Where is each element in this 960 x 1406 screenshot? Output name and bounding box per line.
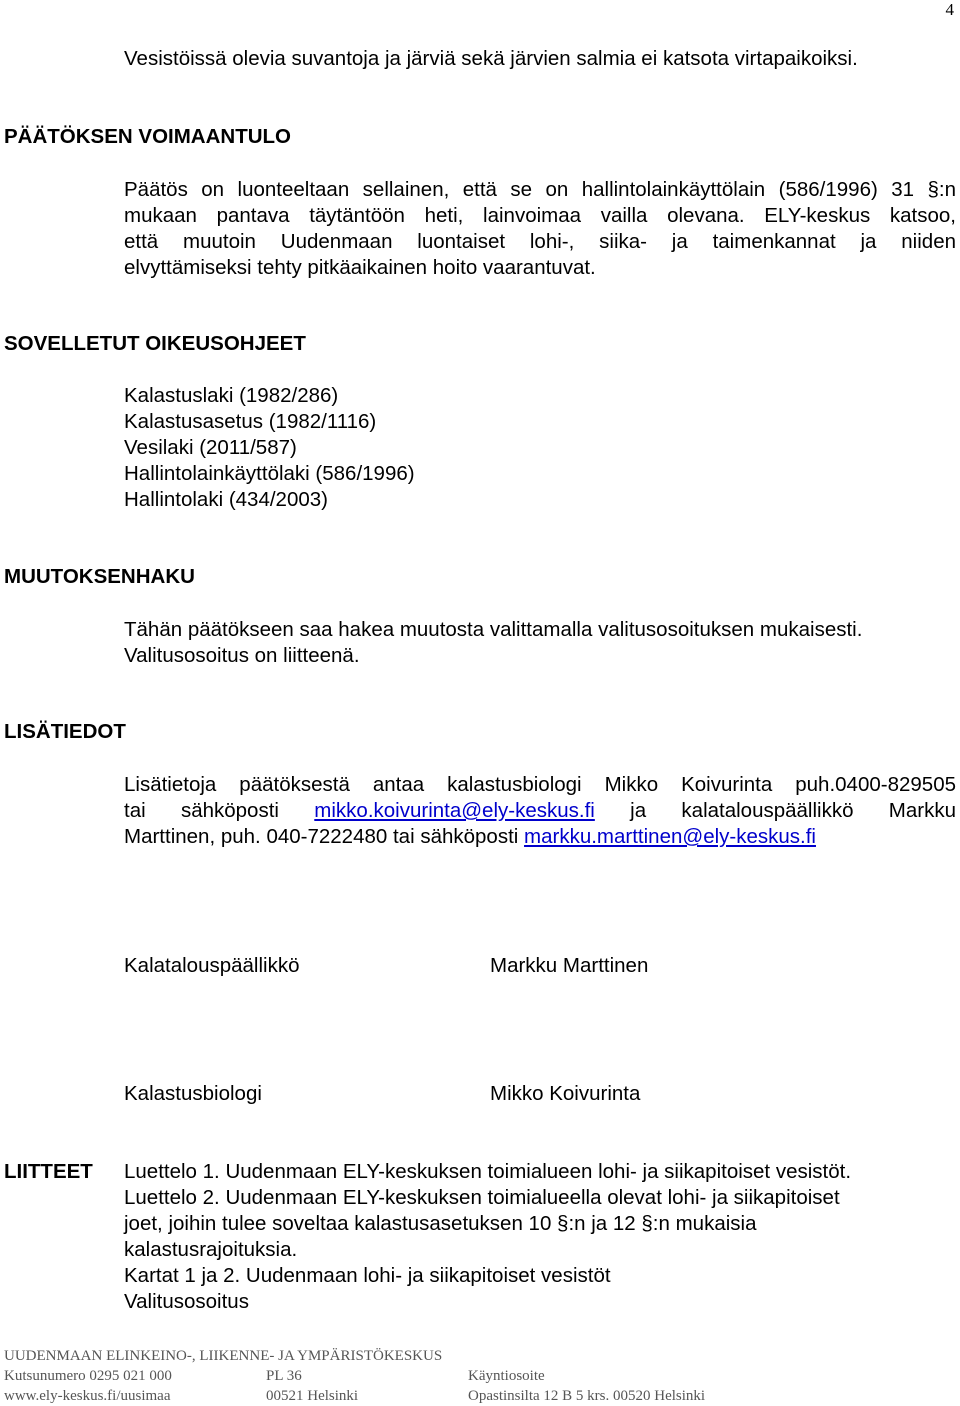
footer-visit-label: Käyntiosoite bbox=[468, 1368, 545, 1384]
footer-visit-address: Opastinsilta 12 B 5 krs. 00520 Helsinki bbox=[468, 1388, 706, 1404]
lisatiedot-paragraph bbox=[124, 772, 956, 850]
line-text: Marttinen, puh. 040-7222480 tai sähköposti bbox=[124, 825, 519, 848]
attachment-item: kalastusrajoituksia. bbox=[124, 1238, 298, 1261]
signature-name: Mikko Koivurinta bbox=[490, 1082, 641, 1105]
paragraph-line: elvyttämiseksi tehty pitkäaikainen hoito vaarantuvat. bbox=[124, 256, 596, 279]
law-item: Kalastuslaki (1982/286) bbox=[124, 384, 339, 407]
section-heading-oikeusohjeet: SOVELLETUT OIKEUSOHJEET bbox=[4, 332, 306, 355]
line-text: ja kalatalouspäällikkö Markku bbox=[630, 799, 956, 822]
footer-org: UUDENMAAN ELINKEINO-, LIIKENNE- JA YMPÄRISTÖKESKUS bbox=[4, 1348, 443, 1364]
paragraph-line bbox=[124, 798, 956, 824]
email-link-koivurinta[interactable]: mikko.koivurinta@ely-keskus.fi bbox=[314, 799, 595, 822]
footer-postal-column bbox=[266, 1366, 358, 1406]
attachments-list bbox=[124, 1159, 956, 1315]
page-number: 4 bbox=[945, 0, 954, 19]
attachment-item: Valitusosoitus bbox=[124, 1290, 249, 1313]
footer-phone: Kutsunumero 0295 021 000 bbox=[4, 1368, 172, 1384]
footer-po-box: PL 36 bbox=[266, 1368, 302, 1384]
paragraph-line: Päätös on luonteeltaan sellainen, että se on hallintolainkäyttölain (586/1996) 31 §:n bbox=[124, 178, 956, 201]
paragraph-line: että muutoin Uudenmaan luontaiset lohi-, siika- ja taimenkannat ja niiden bbox=[124, 230, 956, 253]
attachment-item: Luettelo 1. Uudenmaan ELY-keskuksen toimialueen lohi- ja siikapitoiset vesistöt. bbox=[124, 1160, 852, 1183]
signature-title: Kalatalouspäällikkö bbox=[124, 954, 300, 977]
law-item: Vesilaki (2011/587) bbox=[124, 436, 297, 459]
muutoksenhaku-paragraph bbox=[124, 617, 956, 669]
footer-website: www.ely-keskus.fi/uusimaa bbox=[4, 1388, 171, 1404]
section-heading-lisatiedot: LISÄTIEDOT bbox=[4, 720, 126, 743]
paragraph-line bbox=[124, 824, 956, 850]
law-item: Hallintolaki (434/2003) bbox=[124, 488, 328, 511]
footer-contact-column bbox=[4, 1366, 172, 1406]
paragraph-line: mukaan pantava täytäntöön heti, lainvoimaa vailla olevana. ELY-keskus katsoo, bbox=[124, 204, 956, 227]
line-text: tai sähköposti bbox=[124, 799, 279, 822]
paragraph-line: Lisätietoja päätöksestä antaa kalastusbiologi Mikko Koivurinta puh.0400-829505 bbox=[124, 773, 956, 796]
paragraph-line: Valitusosoitus on liitteenä. bbox=[124, 644, 360, 667]
law-list bbox=[124, 383, 956, 513]
attachment-item: joet, joihin tulee soveltaa kalastusasetuksen 10 §:n ja 12 §:n mukaisia bbox=[124, 1212, 757, 1235]
footer-postal-code: 00521 Helsinki bbox=[266, 1388, 359, 1404]
signature-name: Markku Marttinen bbox=[490, 954, 649, 977]
email-link-marttinen[interactable]: markku.marttinen@ely-keskus.fi bbox=[524, 825, 816, 848]
footer-visit-column bbox=[468, 1366, 705, 1406]
law-item: Kalastusasetus (1982/1116) bbox=[124, 410, 377, 433]
law-item: Hallintolainkäyttölaki (586/1996) bbox=[124, 462, 415, 485]
section-heading-voimaantulo: PÄÄTÖKSEN VOIMAANTULO bbox=[4, 125, 291, 148]
voimaantulo-paragraph bbox=[124, 177, 956, 281]
section-heading-muutoksenhaku: MUUTOKSENHAKU bbox=[4, 565, 195, 588]
section-heading-liitteet: LIITTEET bbox=[4, 1160, 93, 1183]
signature-title: Kalastusbiologi bbox=[124, 1082, 262, 1105]
attachment-item: Kartat 1 ja 2. Uudenmaan lohi- ja siikapitoiset vesistöt bbox=[124, 1264, 611, 1287]
paragraph-line: Tähän päätökseen saa hakea muutosta valittamalla valitusosoituksen mukaisesti. bbox=[124, 618, 863, 641]
attachment-item: Luettelo 2. Uudenmaan ELY-keskuksen toimialueella olevat lohi- ja siikapitoiset bbox=[124, 1186, 840, 1209]
intro-paragraph: Vesistöissä olevia suvantoja ja järviä sekä järvien salmia ei katsota virtapaikoiksi. bbox=[124, 47, 858, 70]
